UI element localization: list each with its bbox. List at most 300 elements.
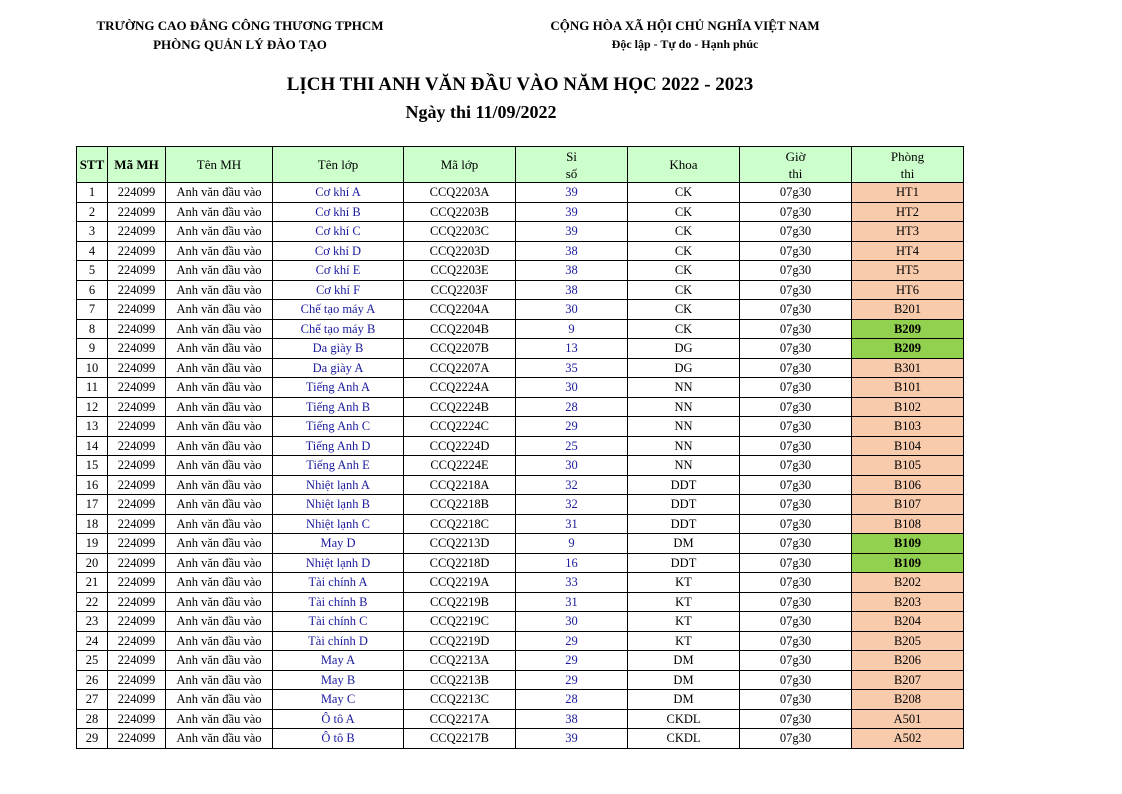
exam-schedule-table (76, 146, 964, 749)
table-row (77, 261, 964, 281)
cell-khoa: KT (628, 592, 740, 612)
cell-ten-mh: Anh văn đầu vào (166, 358, 273, 378)
cell-ten-lop: Tiếng Anh D (273, 436, 404, 456)
col-header-gio-thi-line1: Giờ (785, 148, 806, 164)
cell-khoa: CK (628, 280, 740, 300)
col-header-phong-thi-line1: Phòng (890, 148, 925, 164)
cell-stt: 16 (77, 475, 108, 495)
cell-ma-lop: CCQ2219A (404, 573, 516, 593)
table-header-row (77, 147, 964, 183)
cell-ma-mh: 224099 (108, 397, 166, 417)
cell-gio-thi: 07g30 (740, 222, 852, 242)
cell-ma-lop: CCQ2207A (404, 358, 516, 378)
cell-si-so: 38 (516, 280, 628, 300)
cell-stt: 23 (77, 612, 108, 632)
table-row (77, 670, 964, 690)
cell-ten-mh: Anh văn đầu vào (166, 631, 273, 651)
cell-ma-lop: CCQ2213B (404, 670, 516, 690)
school-header (80, 16, 400, 54)
table-row (77, 456, 964, 476)
cell-si-so: 29 (516, 631, 628, 651)
cell-khoa: CK (628, 241, 740, 261)
cell-ten-lop: Chế tạo máy A (273, 300, 404, 320)
cell-khoa: DG (628, 358, 740, 378)
cell-phong: HT6 (852, 280, 964, 300)
col-header-gio-thi-line2: thi (788, 165, 803, 181)
cell-khoa: NN (628, 378, 740, 398)
cell-khoa: NN (628, 436, 740, 456)
cell-stt: 12 (77, 397, 108, 417)
cell-khoa: CK (628, 261, 740, 281)
cell-gio-thi: 07g30 (740, 514, 852, 534)
cell-ma-mh: 224099 (108, 378, 166, 398)
cell-si-so: 29 (516, 670, 628, 690)
cell-ma-mh: 224099 (108, 358, 166, 378)
cell-gio-thi: 07g30 (740, 319, 852, 339)
cell-ten-lop: Tiếng Anh B (273, 397, 404, 417)
cell-phong: B201 (852, 300, 964, 320)
cell-ten-mh: Anh văn đầu vào (166, 300, 273, 320)
cell-si-so: 32 (516, 475, 628, 495)
cell-si-so: 13 (516, 339, 628, 359)
cell-khoa: DM (628, 670, 740, 690)
cell-phong: HT1 (852, 183, 964, 203)
cell-gio-thi: 07g30 (740, 339, 852, 359)
cell-phong: B104 (852, 436, 964, 456)
cell-gio-thi: 07g30 (740, 280, 852, 300)
col-header-khoa: Khoa (628, 147, 740, 183)
cell-ma-lop: CCQ2218B (404, 495, 516, 515)
table-row (77, 358, 964, 378)
cell-stt: 9 (77, 339, 108, 359)
cell-ma-mh: 224099 (108, 612, 166, 632)
col-header-si-so-line1: Sỉ (566, 148, 577, 164)
cell-stt: 1 (77, 183, 108, 203)
cell-gio-thi: 07g30 (740, 436, 852, 456)
table-row (77, 417, 964, 437)
cell-khoa: NN (628, 456, 740, 476)
cell-ma-lop: CCQ2213C (404, 690, 516, 710)
table-row (77, 514, 964, 534)
cell-ten-mh: Anh văn đầu vào (166, 514, 273, 534)
cell-ma-mh: 224099 (108, 514, 166, 534)
cell-ma-lop: CCQ2218C (404, 514, 516, 534)
cell-ten-lop: Tiếng Anh A (273, 378, 404, 398)
cell-ten-mh: Anh văn đầu vào (166, 417, 273, 437)
table-row (77, 573, 964, 593)
cell-khoa: CK (628, 300, 740, 320)
cell-gio-thi: 07g30 (740, 456, 852, 476)
cell-ma-lop: CCQ2203F (404, 280, 516, 300)
cell-ma-mh: 224099 (108, 534, 166, 554)
cell-si-so: 9 (516, 534, 628, 554)
cell-stt: 22 (77, 592, 108, 612)
table-row (77, 534, 964, 554)
cell-si-so: 30 (516, 378, 628, 398)
cell-phong: B206 (852, 651, 964, 671)
cell-stt: 26 (77, 670, 108, 690)
cell-khoa: DM (628, 690, 740, 710)
cell-khoa: CK (628, 183, 740, 203)
col-header-phong-thi (852, 147, 964, 183)
cell-khoa: DDT (628, 553, 740, 573)
cell-ten-lop: Tiếng Anh C (273, 417, 404, 437)
cell-stt: 19 (77, 534, 108, 554)
table-row (77, 436, 964, 456)
cell-ma-mh: 224099 (108, 183, 166, 203)
cell-gio-thi: 07g30 (740, 378, 852, 398)
cell-khoa: KT (628, 631, 740, 651)
cell-ten-lop: Nhiệt lạnh A (273, 475, 404, 495)
cell-phong: B207 (852, 670, 964, 690)
cell-ten-mh: Anh văn đầu vào (166, 319, 273, 339)
cell-phong: B301 (852, 358, 964, 378)
cell-stt: 27 (77, 690, 108, 710)
table-body (77, 183, 964, 749)
cell-si-so: 31 (516, 514, 628, 534)
cell-ma-mh: 224099 (108, 222, 166, 242)
cell-si-so: 39 (516, 183, 628, 203)
cell-stt: 17 (77, 495, 108, 515)
cell-phong: B106 (852, 475, 964, 495)
cell-ten-mh: Anh văn đầu vào (166, 553, 273, 573)
cell-ten-mh: Anh văn đầu vào (166, 222, 273, 242)
cell-phong: B101 (852, 378, 964, 398)
cell-stt: 15 (77, 456, 108, 476)
cell-ma-mh: 224099 (108, 417, 166, 437)
cell-ma-mh: 224099 (108, 280, 166, 300)
cell-ten-mh: Anh văn đầu vào (166, 495, 273, 515)
col-header-stt: STT (77, 147, 108, 183)
cell-gio-thi: 07g30 (740, 397, 852, 417)
cell-ten-mh: Anh văn đầu vào (166, 592, 273, 612)
cell-stt: 10 (77, 358, 108, 378)
cell-khoa: DG (628, 339, 740, 359)
col-header-ten-lop: Tên lớp (273, 147, 404, 183)
cell-si-so: 38 (516, 261, 628, 281)
cell-si-so: 9 (516, 319, 628, 339)
cell-ten-lop: Da giày A (273, 358, 404, 378)
cell-ma-mh: 224099 (108, 495, 166, 515)
cell-stt: 5 (77, 261, 108, 281)
cell-khoa: KT (628, 573, 740, 593)
cell-gio-thi: 07g30 (740, 202, 852, 222)
cell-ma-lop: CCQ2219C (404, 612, 516, 632)
col-header-gio-thi (740, 147, 852, 183)
cell-si-so: 32 (516, 495, 628, 515)
cell-si-so: 35 (516, 358, 628, 378)
cell-ma-lop: CCQ2207B (404, 339, 516, 359)
cell-ten-mh: Anh văn đầu vào (166, 573, 273, 593)
cell-ma-mh: 224099 (108, 592, 166, 612)
cell-ten-lop: May C (273, 690, 404, 710)
cell-ma-lop: CCQ2219D (404, 631, 516, 651)
cell-ten-mh: Anh văn đầu vào (166, 709, 273, 729)
cell-stt: 29 (77, 729, 108, 749)
table-row (77, 300, 964, 320)
cell-gio-thi: 07g30 (740, 183, 852, 203)
cell-ten-lop: Ô tô B (273, 729, 404, 749)
cell-ma-lop: CCQ2203A (404, 183, 516, 203)
cell-si-so: 30 (516, 456, 628, 476)
cell-ten-lop: Tài chính A (273, 573, 404, 593)
cell-si-so: 29 (516, 651, 628, 671)
cell-gio-thi: 07g30 (740, 690, 852, 710)
cell-khoa: DM (628, 534, 740, 554)
cell-phong: B105 (852, 456, 964, 476)
cell-ten-mh: Anh văn đầu vào (166, 202, 273, 222)
cell-phong: HT3 (852, 222, 964, 242)
cell-ma-lop: CCQ2217B (404, 729, 516, 749)
table-row (77, 222, 964, 242)
cell-ma-lop: CCQ2224C (404, 417, 516, 437)
cell-ten-mh: Anh văn đầu vào (166, 436, 273, 456)
cell-si-so: 16 (516, 553, 628, 573)
cell-ten-lop: Cơ khí B (273, 202, 404, 222)
table-row (77, 319, 964, 339)
cell-khoa: CK (628, 202, 740, 222)
cell-gio-thi: 07g30 (740, 417, 852, 437)
cell-phong: B107 (852, 495, 964, 515)
cell-ma-mh: 224099 (108, 475, 166, 495)
cell-gio-thi: 07g30 (740, 709, 852, 729)
cell-gio-thi: 07g30 (740, 553, 852, 573)
col-header-ten-mh: Tên MH (166, 147, 273, 183)
cell-ma-lop: CCQ2203D (404, 241, 516, 261)
cell-khoa: DDT (628, 495, 740, 515)
cell-ten-lop: Ô tô A (273, 709, 404, 729)
cell-ma-lop: CCQ2224A (404, 378, 516, 398)
cell-gio-thi: 07g30 (740, 241, 852, 261)
cell-khoa: DDT (628, 475, 740, 495)
cell-ten-lop: Cơ khí D (273, 241, 404, 261)
cell-ma-lop: CCQ2219B (404, 592, 516, 612)
cell-gio-thi: 07g30 (740, 534, 852, 554)
cell-ma-mh: 224099 (108, 553, 166, 573)
table-row (77, 651, 964, 671)
cell-gio-thi: 07g30 (740, 475, 852, 495)
cell-si-so: 39 (516, 729, 628, 749)
cell-stt: 21 (77, 573, 108, 593)
cell-phong: B203 (852, 592, 964, 612)
cell-ten-mh: Anh văn đầu vào (166, 261, 273, 281)
cell-ma-lop: CCQ2204B (404, 319, 516, 339)
cell-phong: B209 (852, 339, 964, 359)
cell-phong: B109 (852, 553, 964, 573)
cell-si-so: 29 (516, 417, 628, 437)
cell-phong: B204 (852, 612, 964, 632)
cell-ten-mh: Anh văn đầu vào (166, 475, 273, 495)
cell-ten-lop: Chế tạo máy B (273, 319, 404, 339)
cell-ten-lop: Tài chính B (273, 592, 404, 612)
cell-ten-mh: Anh văn đầu vào (166, 183, 273, 203)
cell-khoa: CK (628, 222, 740, 242)
cell-stt: 6 (77, 280, 108, 300)
cell-gio-thi: 07g30 (740, 300, 852, 320)
table-row (77, 592, 964, 612)
cell-ma-mh: 224099 (108, 456, 166, 476)
cell-si-so: 28 (516, 690, 628, 710)
cell-ten-mh: Anh văn đầu vào (166, 729, 273, 749)
table-row (77, 495, 964, 515)
cell-ten-mh: Anh văn đầu vào (166, 456, 273, 476)
cell-ma-mh: 224099 (108, 651, 166, 671)
cell-ma-lop: CCQ2213A (404, 651, 516, 671)
table-row (77, 339, 964, 359)
cell-phong: B109 (852, 534, 964, 554)
cell-gio-thi: 07g30 (740, 729, 852, 749)
table-row (77, 280, 964, 300)
cell-ten-mh: Anh văn đầu vào (166, 670, 273, 690)
cell-ma-mh: 224099 (108, 573, 166, 593)
cell-gio-thi: 07g30 (740, 631, 852, 651)
cell-gio-thi: 07g30 (740, 592, 852, 612)
cell-phong: B103 (852, 417, 964, 437)
cell-ma-lop: CCQ2204A (404, 300, 516, 320)
cell-ma-lop: CCQ2203B (404, 202, 516, 222)
cell-ten-mh: Anh văn đầu vào (166, 612, 273, 632)
cell-phong: B102 (852, 397, 964, 417)
cell-stt: 13 (77, 417, 108, 437)
cell-si-so: 25 (516, 436, 628, 456)
cell-ten-mh: Anh văn đầu vào (166, 339, 273, 359)
department-name: PHÒNG QUẢN LÝ ĐÀO TẠO (153, 37, 327, 52)
cell-ten-lop: Tài chính C (273, 612, 404, 632)
col-header-si-so-line2: số (565, 165, 578, 181)
cell-stt: 2 (77, 202, 108, 222)
cell-ten-mh: Anh văn đầu vào (166, 280, 273, 300)
cell-si-so: 33 (516, 573, 628, 593)
exam-date: Ngày thi 11/09/2022 (405, 102, 557, 122)
col-header-ma-lop: Mã lớp (404, 147, 516, 183)
cell-si-so: 39 (516, 202, 628, 222)
cell-stt: 7 (77, 300, 108, 320)
cell-ten-mh: Anh văn đầu vào (166, 378, 273, 398)
cell-ma-mh: 224099 (108, 300, 166, 320)
cell-phong: HT2 (852, 202, 964, 222)
cell-khoa: CKDL (628, 729, 740, 749)
table-row (77, 475, 964, 495)
cell-ten-lop: Nhiệt lạnh C (273, 514, 404, 534)
cell-ma-mh: 224099 (108, 241, 166, 261)
page-title: LỊCH THI ANH VĂN ĐẦU VÀO NĂM HỌC 2022 - 2023 (286, 74, 754, 95)
cell-stt: 14 (77, 436, 108, 456)
cell-ten-lop: Cơ khí A (273, 183, 404, 203)
cell-phong: A502 (852, 729, 964, 749)
cell-khoa: NN (628, 397, 740, 417)
cell-ten-lop: Cơ khí C (273, 222, 404, 242)
school-name: TRƯỜNG CAO ĐẲNG CÔNG THƯƠNG TPHCM (96, 18, 384, 33)
cell-gio-thi: 07g30 (740, 651, 852, 671)
cell-ten-lop: Nhiệt lạnh D (273, 553, 404, 573)
cell-ten-mh: Anh văn đầu vào (166, 690, 273, 710)
cell-ma-lop: CCQ2213D (404, 534, 516, 554)
cell-ma-lop: CCQ2218A (404, 475, 516, 495)
cell-stt: 4 (77, 241, 108, 261)
table-row (77, 709, 964, 729)
cell-ma-lop: CCQ2224D (404, 436, 516, 456)
table-row (77, 183, 964, 203)
table-row (77, 690, 964, 710)
cell-phong: B205 (852, 631, 964, 651)
table-row (77, 612, 964, 632)
cell-gio-thi: 07g30 (740, 358, 852, 378)
col-header-si-so (516, 147, 628, 183)
cell-gio-thi: 07g30 (740, 612, 852, 632)
cell-ten-mh: Anh văn đầu vào (166, 651, 273, 671)
cell-phong: B108 (852, 514, 964, 534)
cell-ma-lop: CCQ2224B (404, 397, 516, 417)
cell-ten-lop: Nhiệt lạnh B (273, 495, 404, 515)
table-row (77, 631, 964, 651)
cell-khoa: CK (628, 319, 740, 339)
national-motto: Độc lập - Tự do - Hạnh phúc (611, 37, 759, 51)
cell-ma-mh: 224099 (108, 319, 166, 339)
cell-ma-mh: 224099 (108, 202, 166, 222)
cell-stt: 25 (77, 651, 108, 671)
cell-ma-mh: 224099 (108, 631, 166, 651)
cell-stt: 8 (77, 319, 108, 339)
cell-ten-mh: Anh văn đầu vào (166, 534, 273, 554)
cell-phong: B208 (852, 690, 964, 710)
cell-ma-mh: 224099 (108, 670, 166, 690)
cell-ten-lop: May D (273, 534, 404, 554)
cell-khoa: DM (628, 651, 740, 671)
cell-ten-lop: May B (273, 670, 404, 690)
cell-si-so: 30 (516, 300, 628, 320)
cell-khoa: NN (628, 417, 740, 437)
cell-ten-mh: Anh văn đầu vào (166, 397, 273, 417)
cell-phong: B202 (852, 573, 964, 593)
cell-si-so: 38 (516, 241, 628, 261)
cell-si-so: 28 (516, 397, 628, 417)
cell-ten-lop: Cơ khí F (273, 280, 404, 300)
country-name: CỘNG HÒA XÃ HỘI CHỦ NGHĨA VIỆT NAM (550, 18, 820, 33)
cell-ma-mh: 224099 (108, 729, 166, 749)
cell-si-so: 30 (516, 612, 628, 632)
table-row (77, 241, 964, 261)
cell-ten-mh: Anh văn đầu vào (166, 241, 273, 261)
table-row (77, 729, 964, 749)
cell-stt: 11 (77, 378, 108, 398)
cell-ma-mh: 224099 (108, 709, 166, 729)
cell-phong: HT4 (852, 241, 964, 261)
table-row (77, 553, 964, 573)
cell-khoa: DDT (628, 514, 740, 534)
cell-gio-thi: 07g30 (740, 261, 852, 281)
cell-khoa: KT (628, 612, 740, 632)
cell-ten-lop: Da giày B (273, 339, 404, 359)
cell-ma-mh: 224099 (108, 436, 166, 456)
cell-ten-lop: Tài chính D (273, 631, 404, 651)
table-row (77, 202, 964, 222)
cell-khoa: CKDL (628, 709, 740, 729)
cell-si-so: 39 (516, 222, 628, 242)
table-row (77, 397, 964, 417)
cell-phong: A501 (852, 709, 964, 729)
cell-ma-lop: CCQ2218D (404, 553, 516, 573)
cell-ma-mh: 224099 (108, 339, 166, 359)
cell-gio-thi: 07g30 (740, 495, 852, 515)
cell-ten-lop: Cơ khí E (273, 261, 404, 281)
cell-ten-lop: May A (273, 651, 404, 671)
cell-ten-lop: Tiếng Anh E (273, 456, 404, 476)
cell-ma-lop: CCQ2203E (404, 261, 516, 281)
national-header (525, 16, 845, 54)
cell-gio-thi: 07g30 (740, 573, 852, 593)
cell-stt: 18 (77, 514, 108, 534)
col-header-phong-thi-line2: thi (900, 165, 915, 181)
